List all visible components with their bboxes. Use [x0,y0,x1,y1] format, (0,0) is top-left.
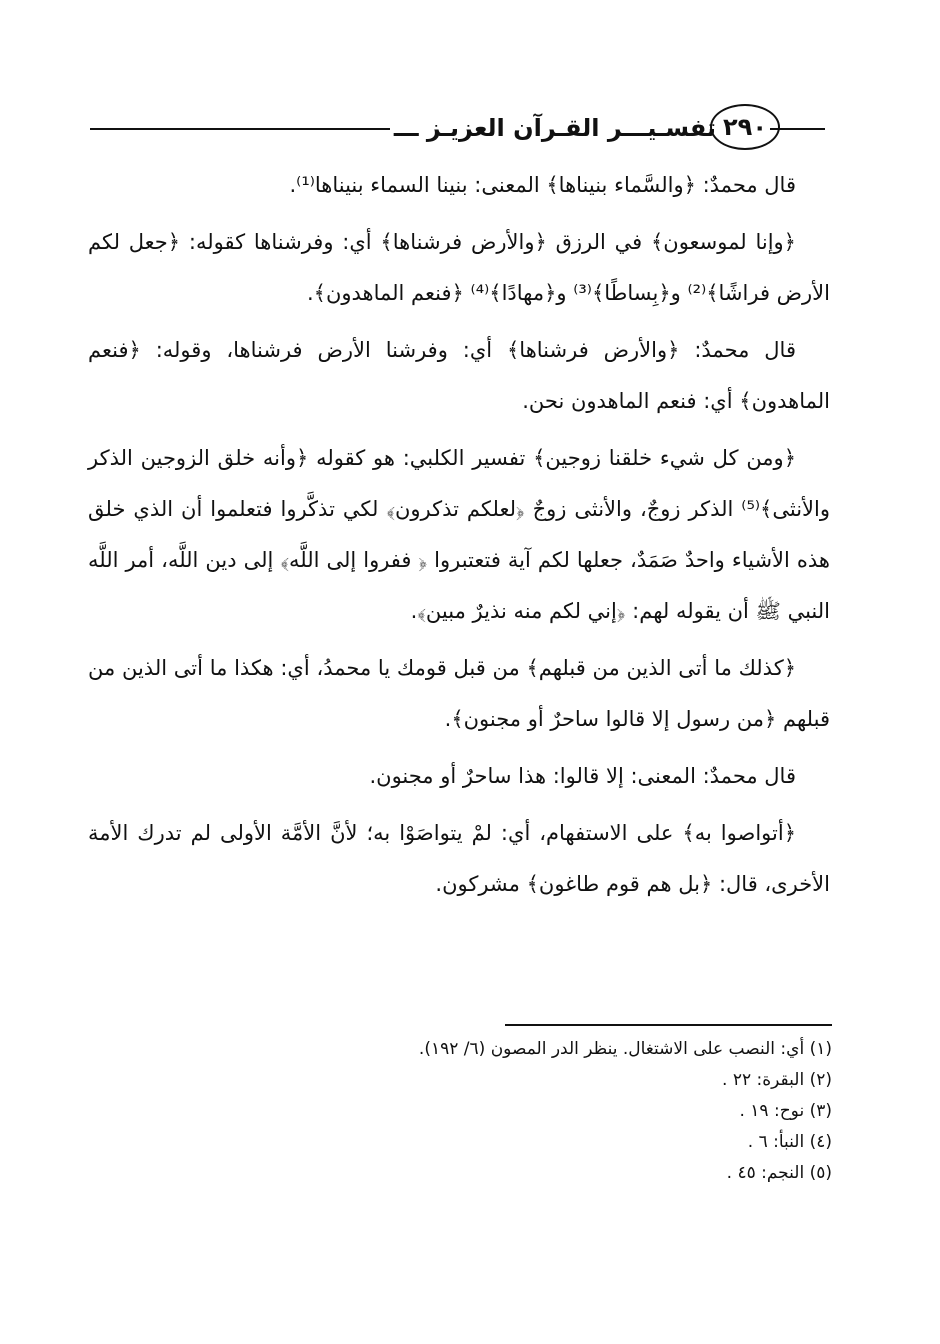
footnote-separator [505,1024,832,1026]
running-title: تفسـيـــر القـرآن العزيـز ـــ [393,114,717,142]
header-rule-left [90,128,390,130]
paragraph-2: ﴿وإنا لموسعون﴾ في الرزق ﴿والأرض فرشناها﴾ أي: وفرشناها كقوله: ﴿جعل لكم الأرض فراشًا﴾⁽²⁾ و﴿بِساطًا﴾⁽³⁾ و﴿مهادًا﴾⁽⁴⁾ ﴿فنعم الماهدون﴾. [88,230,830,305]
paragraph-4: ﴿ومن كل شيء خلقنا زوجين﴾ تفسير الكلبي: هو كقوله ﴿وأنه خلق الزوجين الذكر والأنثى﴾⁽⁵⁾ الذكر زوجٌ، والأنثى زوجٌ ﴿لعلكم تذكرون﴾ لكي تذكَّروا فتعلموا أن الذي خلق هذه الأشياء واحدٌ صَمَدٌ، جعلها لكم آية فتعتبروا ﴿ ففروا إلى اللَّه﴾ إلى دين اللَّه، أمر اللَّه النبي ﷺ أن يقوله لهم: ﴿إني لكم منه نذيرٌ مبين﴾. [88,446,830,623]
page-number-oval [710,104,780,150]
header-rule-right [770,128,825,130]
footnote-4: (٤) النبأ: ٦ . [747,1132,832,1152]
paragraph-5: ﴿كذلك ما أتى الذين من قبلهم﴾ من قبل قومك يا محمدُ، أي: هكذا ما أتى الذين من قبلهم ﴿من رسول إلا قالوا ساحرٌ أو مجنون﴾. [88,656,830,731]
paragraph-6: قال محمدٌ: المعنى: إلا قالوا: هذا ساحرٌ أو مجنون. [369,764,796,788]
page-number: ٢٩٠ [723,113,767,141]
paragraph-1: قال محمدٌ: ﴿والسَّماء بنيناها﴾ المعنى: بنينا السماء بنيناها⁽¹⁾. [289,173,796,197]
footnote-5: (٥) النجم: ٤٥ . [726,1163,832,1183]
paragraph-3: قال محمدٌ: ﴿والأرض فرشناها﴾ أي: وفرشنا الأرض فرشناها، وقوله: ﴿فنعم الماهدون﴾ أي: فنعم الماهدون نحن. [88,338,830,413]
footnotes [200,1034,832,1189]
main-text [88,160,830,916]
footnote-2: (٢) البقرة: ٢٢ . [722,1070,832,1090]
paragraph-7: ﴿أتواصوا به﴾ على الاستفهام، أي: لمْ يتواصَوْا به؛ لأنَّ الأمَّة الأولى لم تدرك الأمة الأخرى، قال: ﴿بل هم قوم طاغون﴾ مشركون. [88,821,830,896]
page-header [90,100,825,160]
footnote-1: (١) أي: النصب على الاشتغال. ينظر الدر المصون (٦/ ١٩٢). [418,1039,832,1059]
footnote-3: (٣) نوح: ١٩ . [739,1101,832,1121]
